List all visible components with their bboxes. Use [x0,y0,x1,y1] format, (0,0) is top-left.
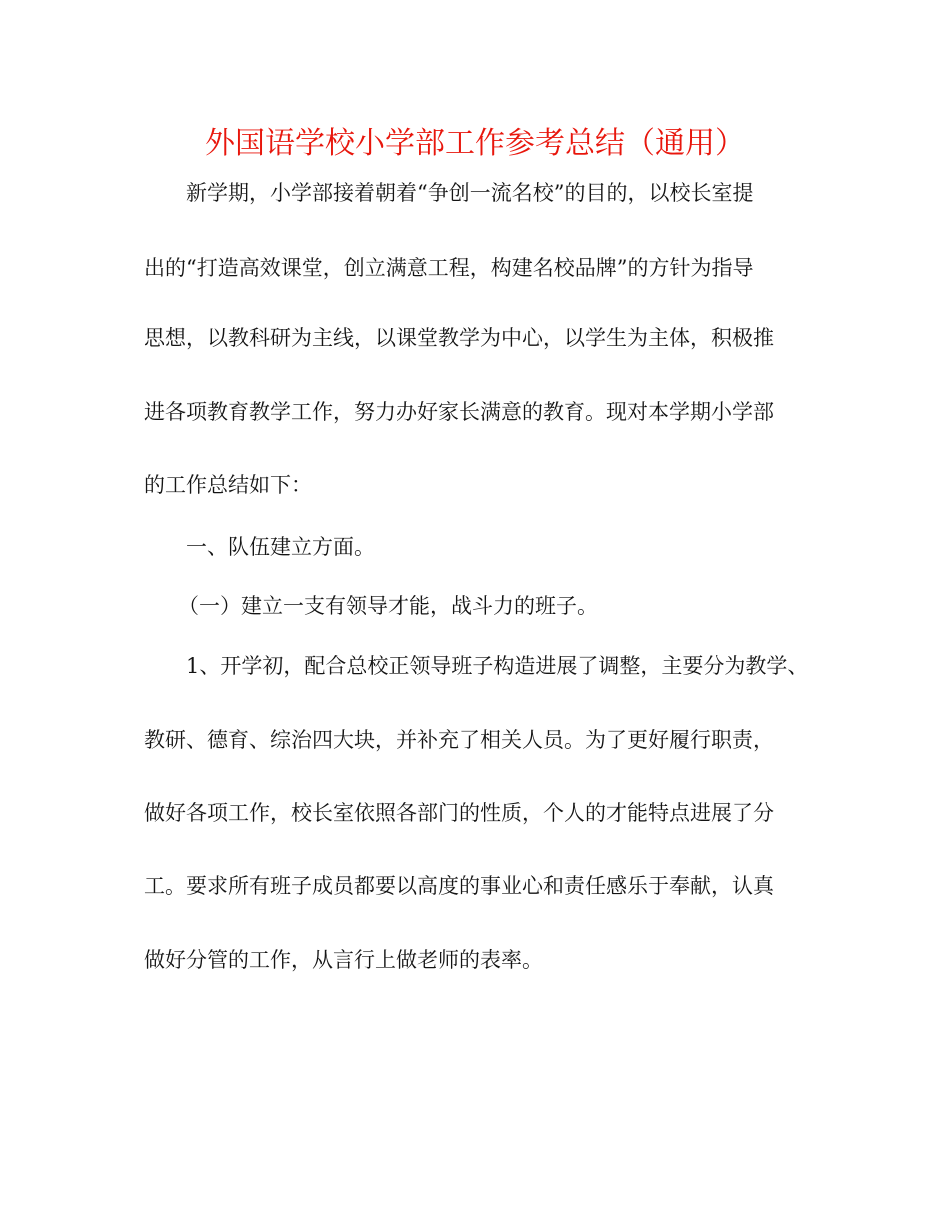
paragraph-line-1: 新学期，小学部接着朝着“争创一流名校”的目的，以校长室提 [186,181,754,205]
paragraph-line-3: 思想，以教科研为主线，以课堂教学为中心，以学生为主体，积极推 [144,326,774,350]
subsection-heading-1: （一）建立一支有领导才能，战斗力的班子。 [178,594,598,618]
paragraph-line-6: 1、开学初，配合总校正领导班子构造进展了调整，主要分为教学、 [186,654,809,678]
document-title: 外国语学校小学部工作参考总结（通用） [205,126,745,161]
section-heading-1: 一、队伍建立方面。 [186,535,375,559]
paragraph-line-10: 做好分管的工作，从言行上做老师的表率。 [144,948,543,972]
paragraph-line-8: 做好各项工作，校长室依照各部门的性质，个人的才能特点进展了分 [144,801,774,825]
paragraph-line-5: 的工作总结如下： [144,473,312,497]
paragraph-line-2: 出的“打造高效课堂，创立满意工程，构建名校品牌”的方针为指导 [144,256,754,280]
paragraph-line-9: 工。要求所有班子成员都要以高度的事业心和责任感乐于奉献，认真 [144,874,774,898]
paragraph-line-4: 进各项教育教学工作，努力办好家长满意的教育。现对本学期小学部 [144,400,774,424]
paragraph-line-7: 教研、德育、综治四大块，并补充了相关人员。为了更好履行职责， [144,728,774,752]
